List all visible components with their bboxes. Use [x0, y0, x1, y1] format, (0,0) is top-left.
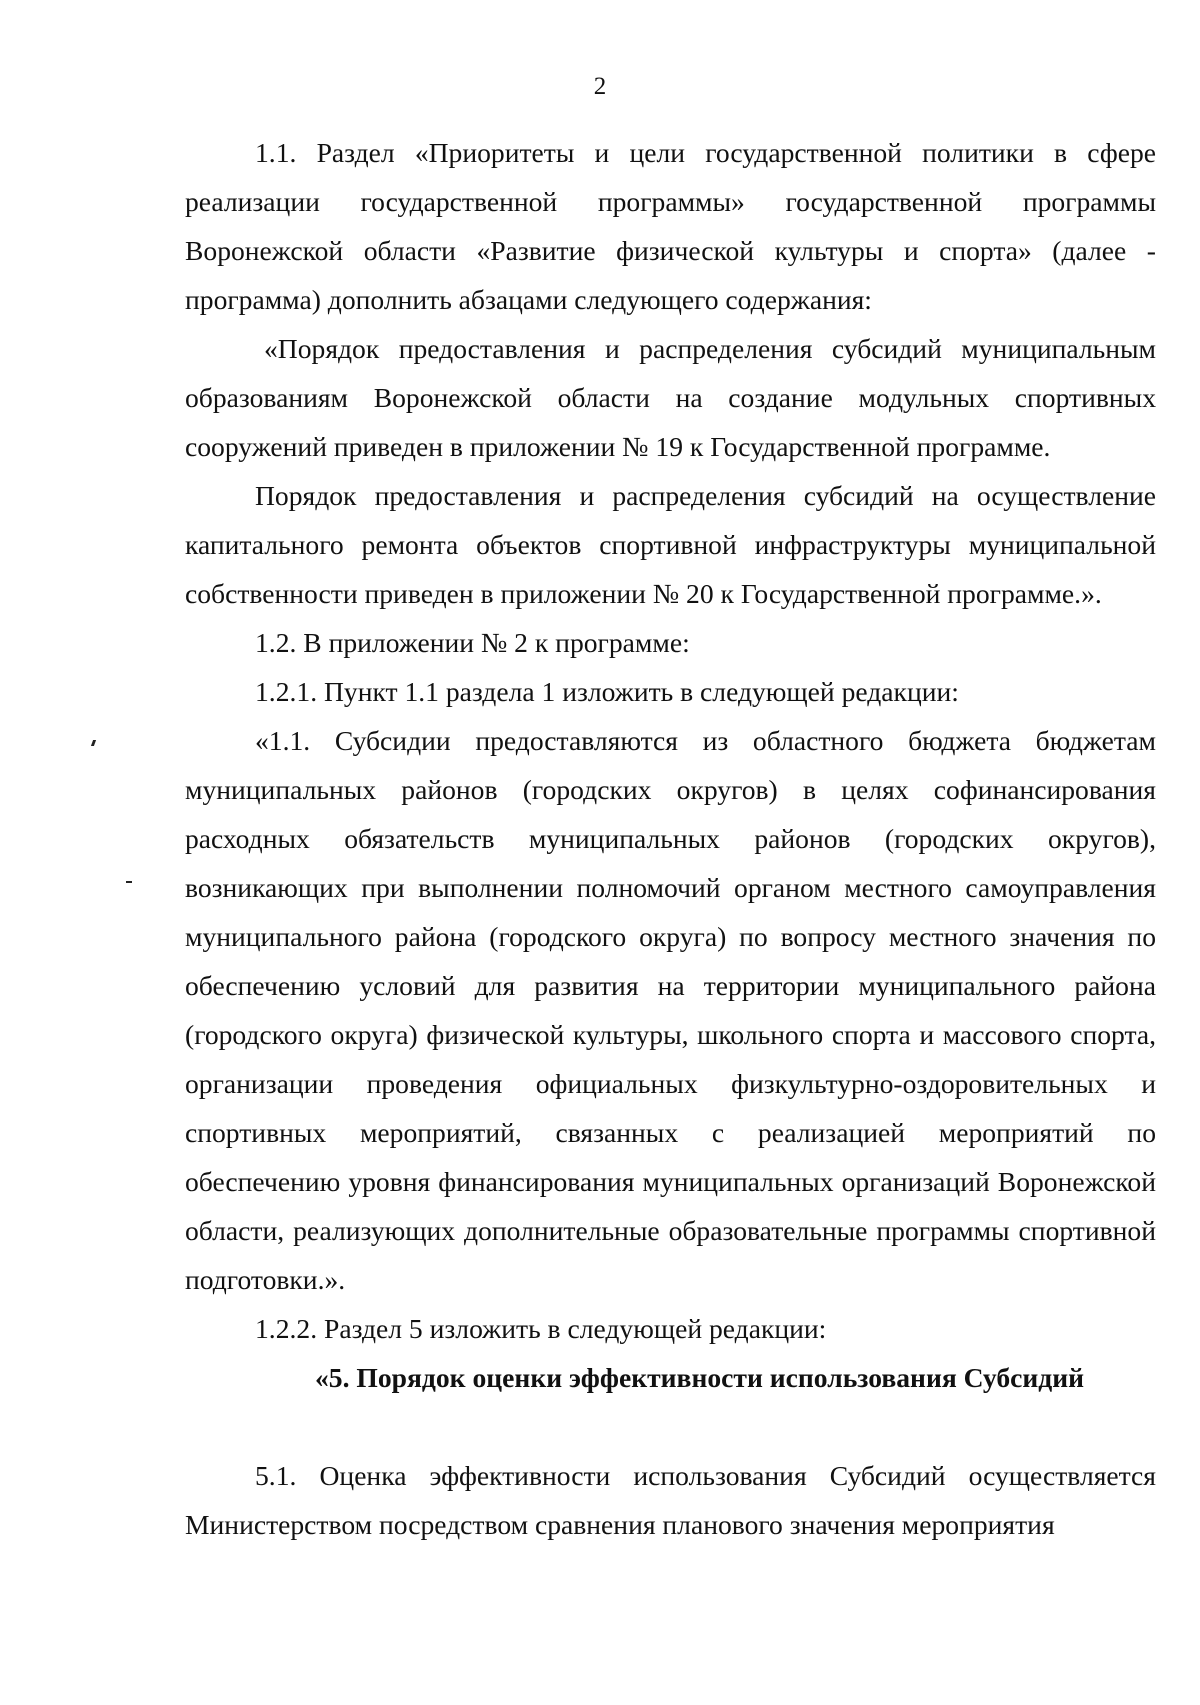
paragraph-1-2: 1.2. В приложении № 2 к программе:	[255, 627, 690, 658]
paragraph-1-2-1: 1.2.1. Пункт 1.1 раздела 1 изложить в следующей редакции:	[255, 676, 959, 707]
margin-dash-mark	[126, 881, 132, 883]
paragraph-5-1: 5.1. Оценка эффективности использования Субсидий осуществляется Министерством посредством сравнения планового значения мероприятия	[185, 1460, 1156, 1540]
paragraph-order-20: Порядок предоставления и распределения субсидий на осуществление капитального ремонта объектов спортивной инфраструктуры муниципальной собственности приведен в приложении № 20 к Государственной программе.».	[185, 480, 1156, 609]
paragraph-1-2-2: 1.2.2. Раздел 5 изложить в следующей редакции:	[255, 1313, 827, 1344]
page-number: 2	[593, 73, 607, 100]
paragraph-subsidies-1-1: «1.1. Субсидии предоставляются из областного бюджета бюджетам муниципальных районов (городских округов) в целях софинансирования расходных обязательств муниципальных районов (городских округов), возникающих при выполнении полномочий органом местного самоуправления муниципального района (городского округа) по вопросу местного значения по обеспечению условий для развития на территории муниципального района (городского округа) физической культуры, школьного спорта и массового спорта, организации проведения официальных физкультурно-оздоровительных и спортивных мероприятий, связанных с реализацией мероприятий по обеспечению уровня финансирования муниципальных организаций Воронежской области, реализующих дополнительные образовательные программы спортивной подготовки.».	[185, 725, 1156, 1295]
paragraph-order-19: «Порядок предоставления и распределения субсидий муниципальным образованиям Воронежской области на создание модульных спортивных сооружений приведен в приложении № 19 к Государственной программе.	[185, 333, 1156, 462]
document-body	[185, 128, 1156, 1549]
paragraph-1-1: 1.1. Раздел «Приоритеты и цели государственной политики в сфере реализации государственной программы» государственной программы Воронежской области «Развитие физической культуры и спорта» (далее - программа) дополнить абзацами следующего содержания:	[185, 137, 1156, 315]
section-5-heading: «5. Порядок оценки эффективности использования Субсидий	[315, 1362, 1085, 1393]
section-gap	[185, 1402, 1156, 1451]
margin-tick-mark	[91, 740, 96, 746]
